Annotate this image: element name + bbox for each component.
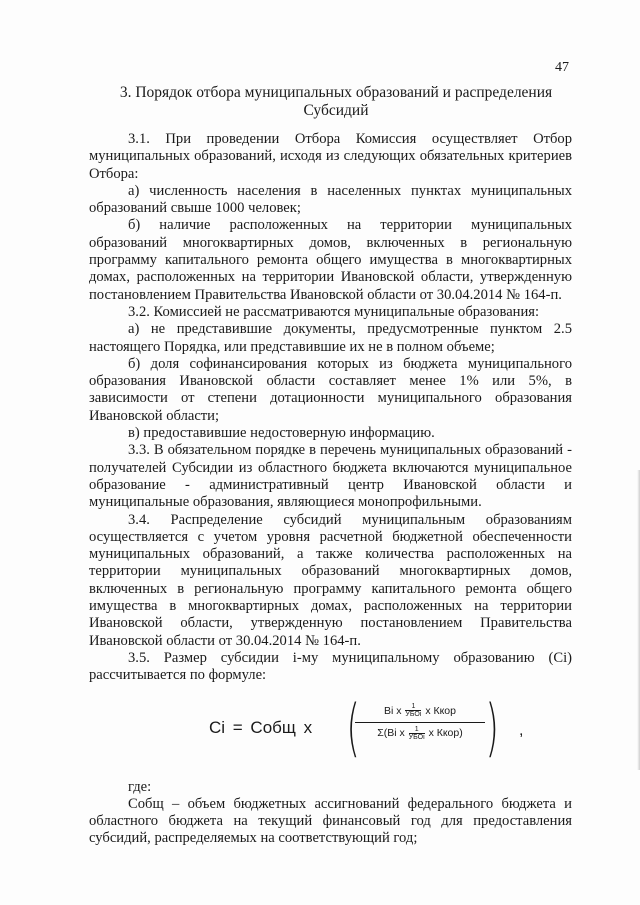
paragraph-line: б) доля софинансирования которых из бюджета муниципального: [128, 355, 572, 372]
formula-main-fraction: [355, 703, 485, 743]
formula-num-small-fraction: [405, 703, 421, 718]
document-body: [89, 131, 572, 848]
formula-left-paren: (: [346, 690, 360, 764]
paragraph-line: рассчитывается по формуле:: [89, 667, 267, 684]
paragraph-line: № 164-п.: [506, 286, 562, 303]
formula-den-small-fraction: [409, 726, 425, 741]
paragraph-line: 3.5. Размер субсидии i-му муниципальному образованию (Ci): [128, 649, 572, 666]
paragraph-line: муниципальное образование - административный центр Ивановской: [89, 459, 572, 493]
paragraph-line: Ивановской области, утвержденную постановлением Правительства: [89, 615, 572, 632]
paragraph-line: 3.1. При проведении Отбора Комиссия осуществляет Отбор: [128, 131, 572, 147]
paragraph-line: имущества в многоквартирных домах, расположенных на территории: [89, 598, 572, 615]
formula-lhs: Ci = Собщ x: [209, 717, 313, 737]
paragraph-line: территории муниципальных образований многоквартирных домов,: [89, 563, 572, 580]
paragraph-line: а) численность населения в населенных пунктах муниципальных: [128, 182, 572, 199]
formula-denominator: [355, 723, 485, 742]
paragraph-line: зависимости от степени дотационности муниципального образования: [89, 390, 572, 407]
paragraph-line: а) не представившие документы, предусмотренные пунктом 2.5: [128, 321, 572, 338]
paragraph-p31: [89, 131, 572, 183]
paragraph-line: критериев Отбора:: [89, 148, 572, 182]
subsidy-formula: [89, 690, 572, 771]
paragraph-line: 3.3. В обязательном порядке в перечень муниципальных образований: [128, 442, 564, 459]
paragraph-line: настоящего Порядка, или представившие их не в полном объеме;: [89, 338, 495, 355]
paragraph-line: в) предоставившие недостоверную информацию.: [128, 425, 435, 442]
formula-comma: ,: [519, 721, 524, 739]
paragraph-line: домах, расположенных на территории Ивановской области, утвержденную: [89, 269, 572, 286]
paragraph-line: муниципальных образований, а также количества расположенных на: [89, 546, 572, 563]
paragraph-line: осуществляется с учетом уровня расчетной бюджетной обеспеченности: [89, 528, 572, 545]
formula-right-paren: ): [485, 690, 499, 764]
formula-den-right: x Ккор): [428, 726, 463, 739]
paragraph-p32b: [89, 356, 572, 425]
formula-den-left: Σ(Bi x: [377, 726, 405, 739]
formula-num-right: x Ккор: [425, 704, 456, 717]
paragraph-p33: [89, 442, 572, 511]
formula-numerator: [355, 703, 485, 723]
section-title: [96, 84, 576, 120]
section-title-line: Субсидий: [303, 102, 369, 119]
paragraph-p31a: [89, 183, 572, 218]
paragraph-line: - получателей Субсидии из областного бюджета включаются: [89, 442, 572, 476]
where-label: где:: [128, 778, 152, 795]
paragraph-p34: [89, 512, 572, 650]
paragraph-line: образований многоквартирных домов, включенных в региональную: [89, 234, 572, 251]
formula-den-frac-top: 1: [409, 726, 425, 734]
paragraph-line: б) наличие расположенных на территории муниципальных: [128, 217, 572, 234]
paragraph-psob: [89, 796, 572, 848]
paragraph-p32a: [89, 321, 572, 356]
paragraphs-after-formula: [89, 796, 572, 848]
paragraph-line: областного бюджета на текущий финансовый год для предоставления: [89, 813, 572, 830]
paragraph-line: Ивановской области;: [89, 407, 220, 424]
page-number: 47: [555, 60, 569, 75]
paragraph-line: области и муниципальные образования, являющиеся монопрофильными.: [89, 476, 572, 511]
paragraph-p32v: [89, 425, 572, 442]
paragraph-p32: [89, 304, 572, 321]
paragraph-line: образований свыше 1000 человек;: [89, 200, 301, 217]
paragraph-p35: [89, 650, 572, 685]
paragraph-line: включенных в региональную программу капитального ремонта общего: [89, 580, 572, 597]
paragraph-line: муниципальных образований, исходя из следующих обязательных: [89, 148, 505, 165]
formula-den-frac-bottom: УБОi: [408, 733, 425, 741]
formula-num-frac-bottom: УБОi: [405, 711, 422, 719]
paragraph-line: программу капитального ремонта общего имущества в многоквартирных: [89, 252, 572, 269]
paragraph-line: образования Ивановской области составляет менее 1% или 5%, в: [89, 373, 572, 390]
paragraph-line: 3.4. Распределение субсидий муниципальным образованиям: [128, 511, 572, 528]
paragraph-p31b: [89, 217, 572, 303]
paragraph-line: Ивановской области от 30.04.2014 № 164-п.: [89, 632, 361, 649]
paragraph-line: субсидий, распределяемых на соответствующий год;: [89, 830, 418, 847]
section-title-line: 3. Порядок отбора муниципальных образований и распределения: [119, 84, 553, 101]
formula-num-left: Bi x: [383, 704, 402, 717]
paragraphs-before-formula: [89, 131, 572, 685]
paragraph-line: 3.2. Комиссией не рассматриваются муниципальные образования:: [128, 303, 540, 320]
paragraph-line: Собщ – объем бюджетных ассигнований федерального бюджета и: [128, 795, 572, 812]
formula-num-frac-top: 1: [405, 703, 421, 711]
paragraph-line: постановлением Правительства Ивановской области от 30.04.2014: [89, 286, 503, 303]
